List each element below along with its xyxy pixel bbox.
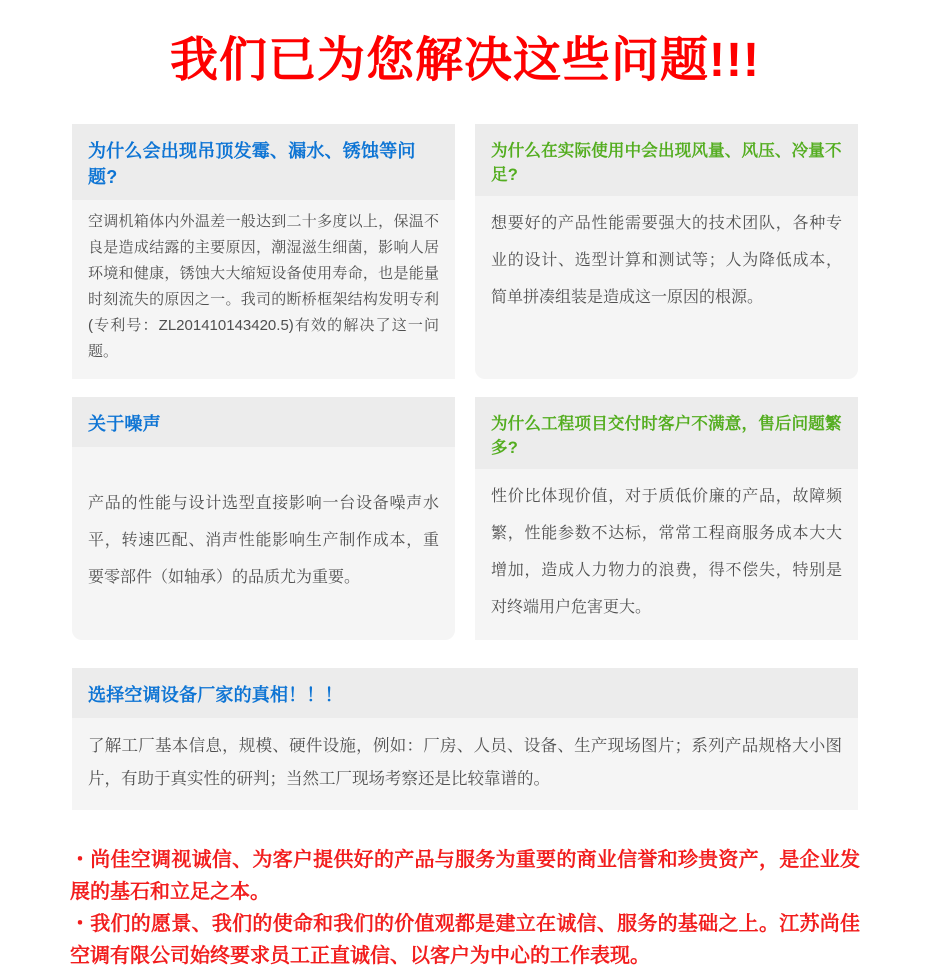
integrity-note: ・尚佳空调视诚信、为客户提供好的产品与服务为重要的商业信誉和珍贵资产，是企业发展的基石和立足之本。 — [70, 849, 860, 903]
card-header — [72, 124, 455, 200]
card-body-text: 产品的性能与设计选型直接影响一台设备噪声水平，转速匹配、消声性能影响生产制作成本，重要零部件（如轴承）的品质尤为重要。 — [72, 447, 455, 610]
card-heading: 关于噪声 — [88, 414, 161, 434]
card-body-text: 空调机箱体内外温差一般达到二十多度以上，保温不良是造成结露的主要原因，潮湿滋生细菌，影响人居环境和健康，锈蚀大大缩短设备使用寿命，也是能量时刻流失的原因之一。我司的断桥框架结构发明专利(专利号：ZL201410143420.5)有效的解决了这一问题。 — [72, 200, 455, 379]
card-factory-truth — [72, 668, 858, 810]
card-body-text: 想要好的产品性能需要强大的技术团队，各种专业的设计、选型计算和测试等；人为降低成本，简单拼凑组装是造成这一原因的根源。 — [475, 196, 858, 330]
card-heading: 为什么会出现吊顶发霉、漏水、锈蚀等问题? — [88, 141, 416, 187]
card-body-text: 性价比体现价值，对于质低价廉的产品，故障频繁，性能参数不达标，常常工程商服务成本大大增加，造成人力物力的浪费，得不偿失，特别是对终端用户危害更大。 — [475, 469, 858, 640]
card-aftersales — [475, 397, 858, 640]
page-title: 我们已为您解决这些问题!!! — [170, 34, 760, 87]
card-airflow-pressure-cooling — [475, 124, 858, 379]
problem-cards-grid — [72, 124, 858, 810]
card-header — [475, 397, 858, 469]
integrity-statement — [70, 844, 860, 972]
card-header — [72, 397, 455, 447]
card-heading: 为什么工程项目交付时客户不满意，售后问题繁多? — [491, 415, 842, 457]
card-header — [475, 124, 858, 196]
card-noise — [72, 397, 455, 640]
card-heading: 为什么在实际使用中会出现风量、风压、冷量不足? — [491, 142, 842, 184]
product-detail-page — [0, 30, 930, 967]
card-body-text: 了解工厂基本信息，规模、硬件设施，例如：厂房、人员、设备、生产现场图片；系列产品规格大小图片，有助于真实性的研判；当然工厂现场考察还是比较靠谱的。 — [72, 718, 858, 810]
card-heading: 选择空调设备厂家的真相！！！ — [88, 685, 343, 705]
integrity-note: ・我们的愿景、我们的使命和我们的价值观都是建立在诚信、服务的基础之上。江苏尚佳空调有限公司始终要求员工正直诚信、以客户为中心的工作表现。 — [70, 913, 860, 967]
card-mildew-leak-rust — [72, 124, 455, 379]
card-header — [72, 668, 858, 718]
